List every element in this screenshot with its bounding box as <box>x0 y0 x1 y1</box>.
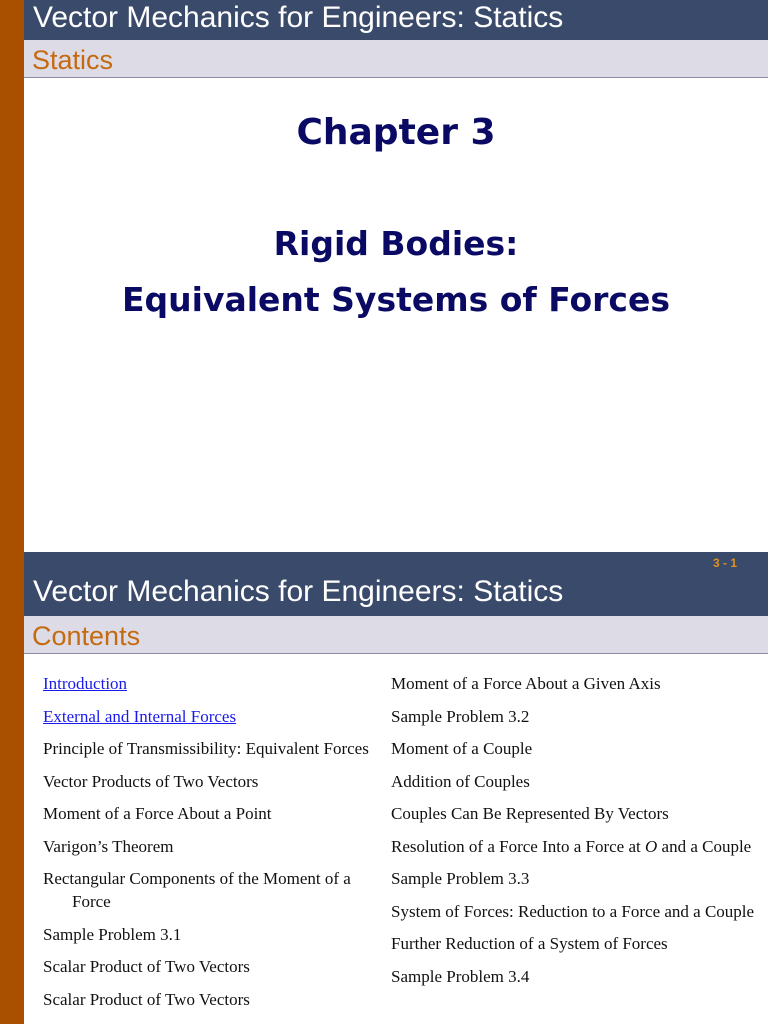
subheader-label: Contents <box>32 621 141 651</box>
chapter-title-line1: Rigid Bodies: <box>273 224 519 263</box>
toc-item: Sample Problem 3.3 <box>391 869 530 888</box>
toc-item: Principle of Transmissibility: Equivalent Forces <box>43 739 369 758</box>
toc-item: Varigon’s Theorem <box>43 836 174 856</box>
slide-subheader <box>24 616 768 654</box>
toc-link[interactable]: External and Internal Forces <box>43 706 237 726</box>
chapter-number: Chapter 3 <box>296 112 496 153</box>
toc-text-italic: O <box>645 836 658 856</box>
toc-item <box>391 835 763 858</box>
toc-left-column <box>43 672 383 1020</box>
title-slide <box>24 0 768 552</box>
slide-header <box>24 0 768 40</box>
toc-item: Scalar Product of Two Vectors <box>43 989 250 1009</box>
header-title: Vector Mechanics for Engineers: Statics <box>33 575 564 608</box>
toc-right-column <box>391 672 763 997</box>
toc-item: Moment of a Force About a Point <box>43 804 272 823</box>
toc-item: Couples Can Be Represented By Vectors <box>391 804 669 823</box>
slide-subheader <box>24 40 768 78</box>
toc-item: Addition of Couples <box>391 771 530 791</box>
toc-item: Sample Problem 3.2 <box>391 706 530 726</box>
toc-item: Rectangular Components of the Moment of a Force <box>43 869 351 911</box>
header-title: Vector Mechanics for Engineers: Statics <box>33 1 564 34</box>
left-accent-bar <box>0 0 24 1024</box>
contents-slide <box>24 552 768 1024</box>
toc-text-post: and a Couple <box>657 836 752 856</box>
toc-item[interactable] <box>43 705 383 728</box>
page-number: 3 - 1 <box>712 556 737 570</box>
subheader-label: Statics <box>32 45 114 75</box>
toc-item: Moment of a Couple <box>391 739 533 758</box>
toc-item: System of Forces: Reduction to a Force and a Couple <box>391 901 755 921</box>
toc-item: Further Reduction of a System of Forces <box>391 934 668 953</box>
slide-header <box>24 552 768 616</box>
toc-item: Sample Problem 3.4 <box>391 966 530 986</box>
toc-text-pre: Resolution of a Force Into a Force at <box>391 836 645 856</box>
toc-item: Moment of a Force About a Given Axis <box>391 674 661 693</box>
toc-item: Vector Products of Two Vectors <box>43 771 259 791</box>
chapter-title-line2: Equivalent Systems of Forces <box>121 280 671 319</box>
toc-link[interactable]: Introduction <box>43 674 128 693</box>
toc-item: Scalar Product of Two Vectors <box>43 957 250 976</box>
toc-item[interactable] <box>43 672 383 695</box>
toc-item: Sample Problem 3.1 <box>43 924 182 944</box>
